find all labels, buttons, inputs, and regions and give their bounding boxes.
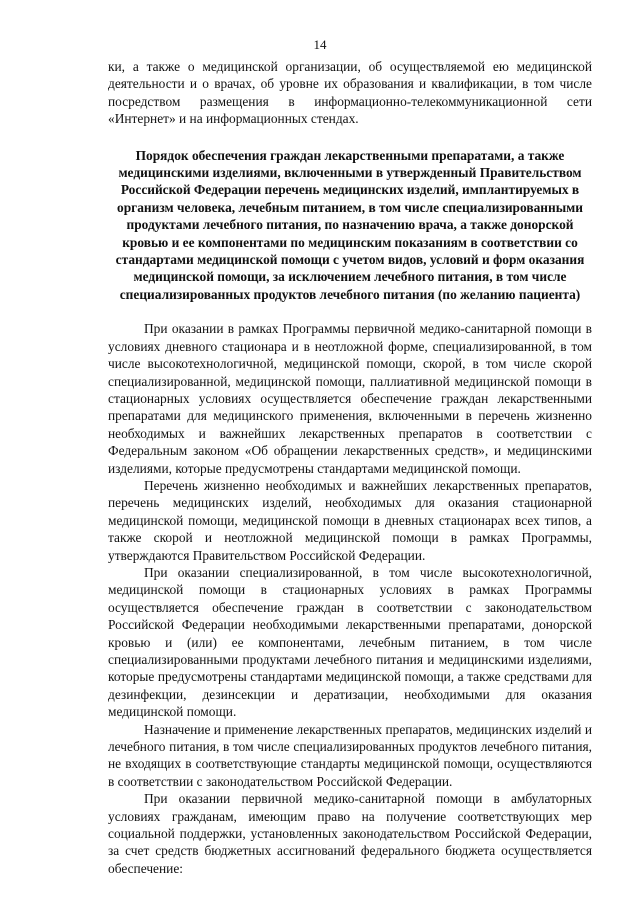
document-body <box>108 58 592 877</box>
section-heading: Порядок обеспечения граждан лекарственными препаратами, а также медицинскими изделиями, включенными в утвержденный Правительством Российской Федерации перечень медицинских изделий, имплантируемых в организм человека, лечебным питанием, в том числе специализированными продуктами лечебного питания, по назначению врача, а также донорской кровью и ее компонентами по медицинским показаниям в соответствии со стандартами медицинской помощи с учетом видов, условий и форм оказания медицинской помощи, за исключением лечебного питания, в том числе специализированных продуктов лечебного питания (по желанию пациента) <box>115 147 585 302</box>
page-number: 14 <box>313 37 327 52</box>
paragraph: При оказании специализированной, в том числе высокотехнологичной, медицинской помощи в стационарных условиях в рамках Программы осуществляется обеспечение граждан в соответствии с законодательством Российской Федерации необходимыми лекарственными препаратами, донорской кровью и (или) ее компонентами, лечебным питанием, в том числе специализированными продуктами лечебного питания и медицинскими изделиями, которые предусмотрены стандартами медицинской помощи, а также средствами для дезинфекции, дезинсекции и дератизации, необходимыми для оказания медицинской помощи. <box>108 564 592 720</box>
paragraph: При оказании в рамках Программы первичной медико-санитарной помощи в условиях дневного стационара и в неотложной форме, специализированной, в том числе высокотехнологичной, медицинской помощи, скорой, в том числе скорой специализированной, медицинской помощи, паллиативной медицинской помощи в стационарных условиях осуществляется обеспечение граждан лекарственными препаратами для медицинского применения, включенными в перечень жизненно необходимых и важнейших лекарственных препаратов в соответствии с Федеральным законом «Об обращении лекарственных средств», и медицинскими изделиями, которые предусмотрены стандартами медицинской помощи. <box>108 321 592 476</box>
paragraph-continued: ки, а также о медицинской организации, об осуществляемой ею медицинской деятельности и о врачах, об уровне их образования и квалификации, в том числе посредством размещения в информационно-телекоммуникационной сети «Интернет» и на информационных стендах. <box>108 59 592 127</box>
paragraph: При оказании первичной медико-санитарной помощи в амбулаторных условиях гражданам, имеющим право на получение соответствующих мер социальной поддержки, установленных законодательством Российской Федерации, за счет средств бюджетных ассигнований федерального бюджета осуществляется обеспечение: <box>108 791 592 876</box>
paragraph: Назначение и применение лекарственных препаратов, медицинских изделий и лечебного питания, в том числе специализированных продуктов лечебного питания, не входящих в соответствующие стандарты медицинской помощи, осуществляются в соответствии с законодательством Российской Федерации. <box>108 721 592 789</box>
paragraph: Перечень жизненно необходимых и важнейших лекарственных препаратов, перечень медицинских изделий, необходимых для оказания стационарной медицинской помощи, медицинской помощи в дневных стационарах всех типов, а также скорой и неотложной медицинской помощи в рамках Программы, утверждаются Правительством Российской Федерации. <box>108 477 592 563</box>
